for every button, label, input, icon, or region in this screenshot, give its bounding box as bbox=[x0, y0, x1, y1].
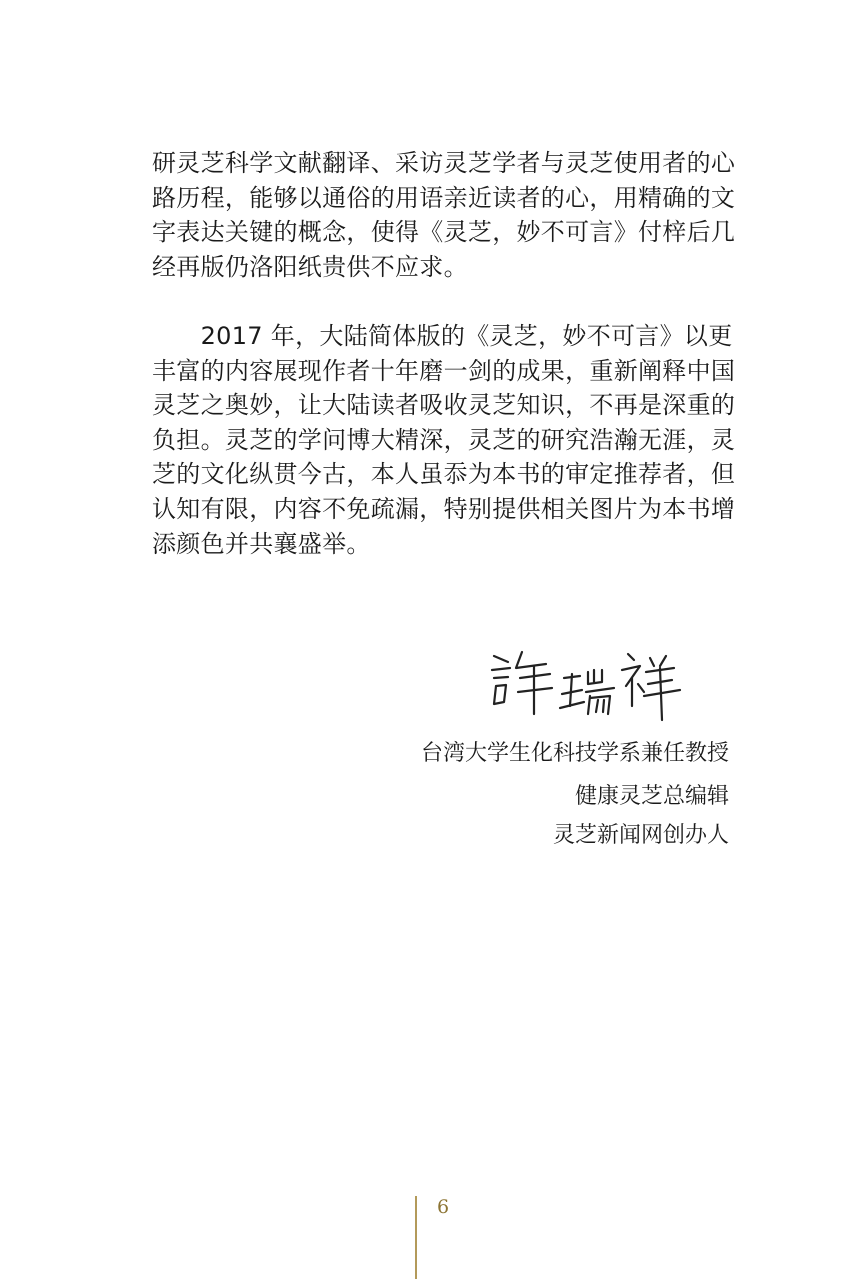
text-line: 丰富的内容展现作者十年磨一剑的成果，重新阐释中国 bbox=[152, 356, 736, 385]
paragraph-2 bbox=[152, 319, 736, 561]
text-line: 芝的文化纵贯今古，本人虽忝为本书的审定推荐者，但 bbox=[152, 460, 736, 489]
handwritten-signature bbox=[488, 644, 688, 724]
signatory-title-1: 台湾大学生化科技学系兼任教授 bbox=[420, 741, 729, 766]
paragraph-1 bbox=[152, 146, 736, 284]
signatory-title-2: 健康灵芝总编辑 bbox=[574, 784, 729, 809]
footer-divider bbox=[415, 1196, 417, 1279]
text-line: 添颜色并共襄盛举。 bbox=[152, 529, 371, 558]
text-line: 字表达关键的概念，使得《灵芝，妙不可言》付梓后几 bbox=[152, 218, 736, 247]
signatory-title-3: 灵芝新闻网创办人 bbox=[552, 823, 729, 848]
text-line: 灵芝之奥妙，让大陆读者吸收灵芝知识，不再是深重的 bbox=[152, 391, 736, 420]
text-line: 负担。灵芝的学问博大精深，灵芝的研究浩瀚无涯，灵 bbox=[152, 425, 736, 454]
text-line: 认知有限，内容不免疏漏，特别提供相关图片为本书增 bbox=[152, 494, 736, 523]
page-number: 6 bbox=[437, 1196, 450, 1218]
text-line: 路历程，能够以通俗的用语亲近读者的心，用精确的文 bbox=[152, 183, 736, 212]
text-line: 2017 年，大陆简体版的《灵芝，妙不可言》以更 bbox=[152, 322, 733, 350]
text-line: 经再版仍洛阳纸贵供不应求。 bbox=[152, 252, 468, 281]
text-line: 研灵芝科学文献翻译、采访灵芝学者与灵芝使用者的心 bbox=[152, 149, 736, 177]
